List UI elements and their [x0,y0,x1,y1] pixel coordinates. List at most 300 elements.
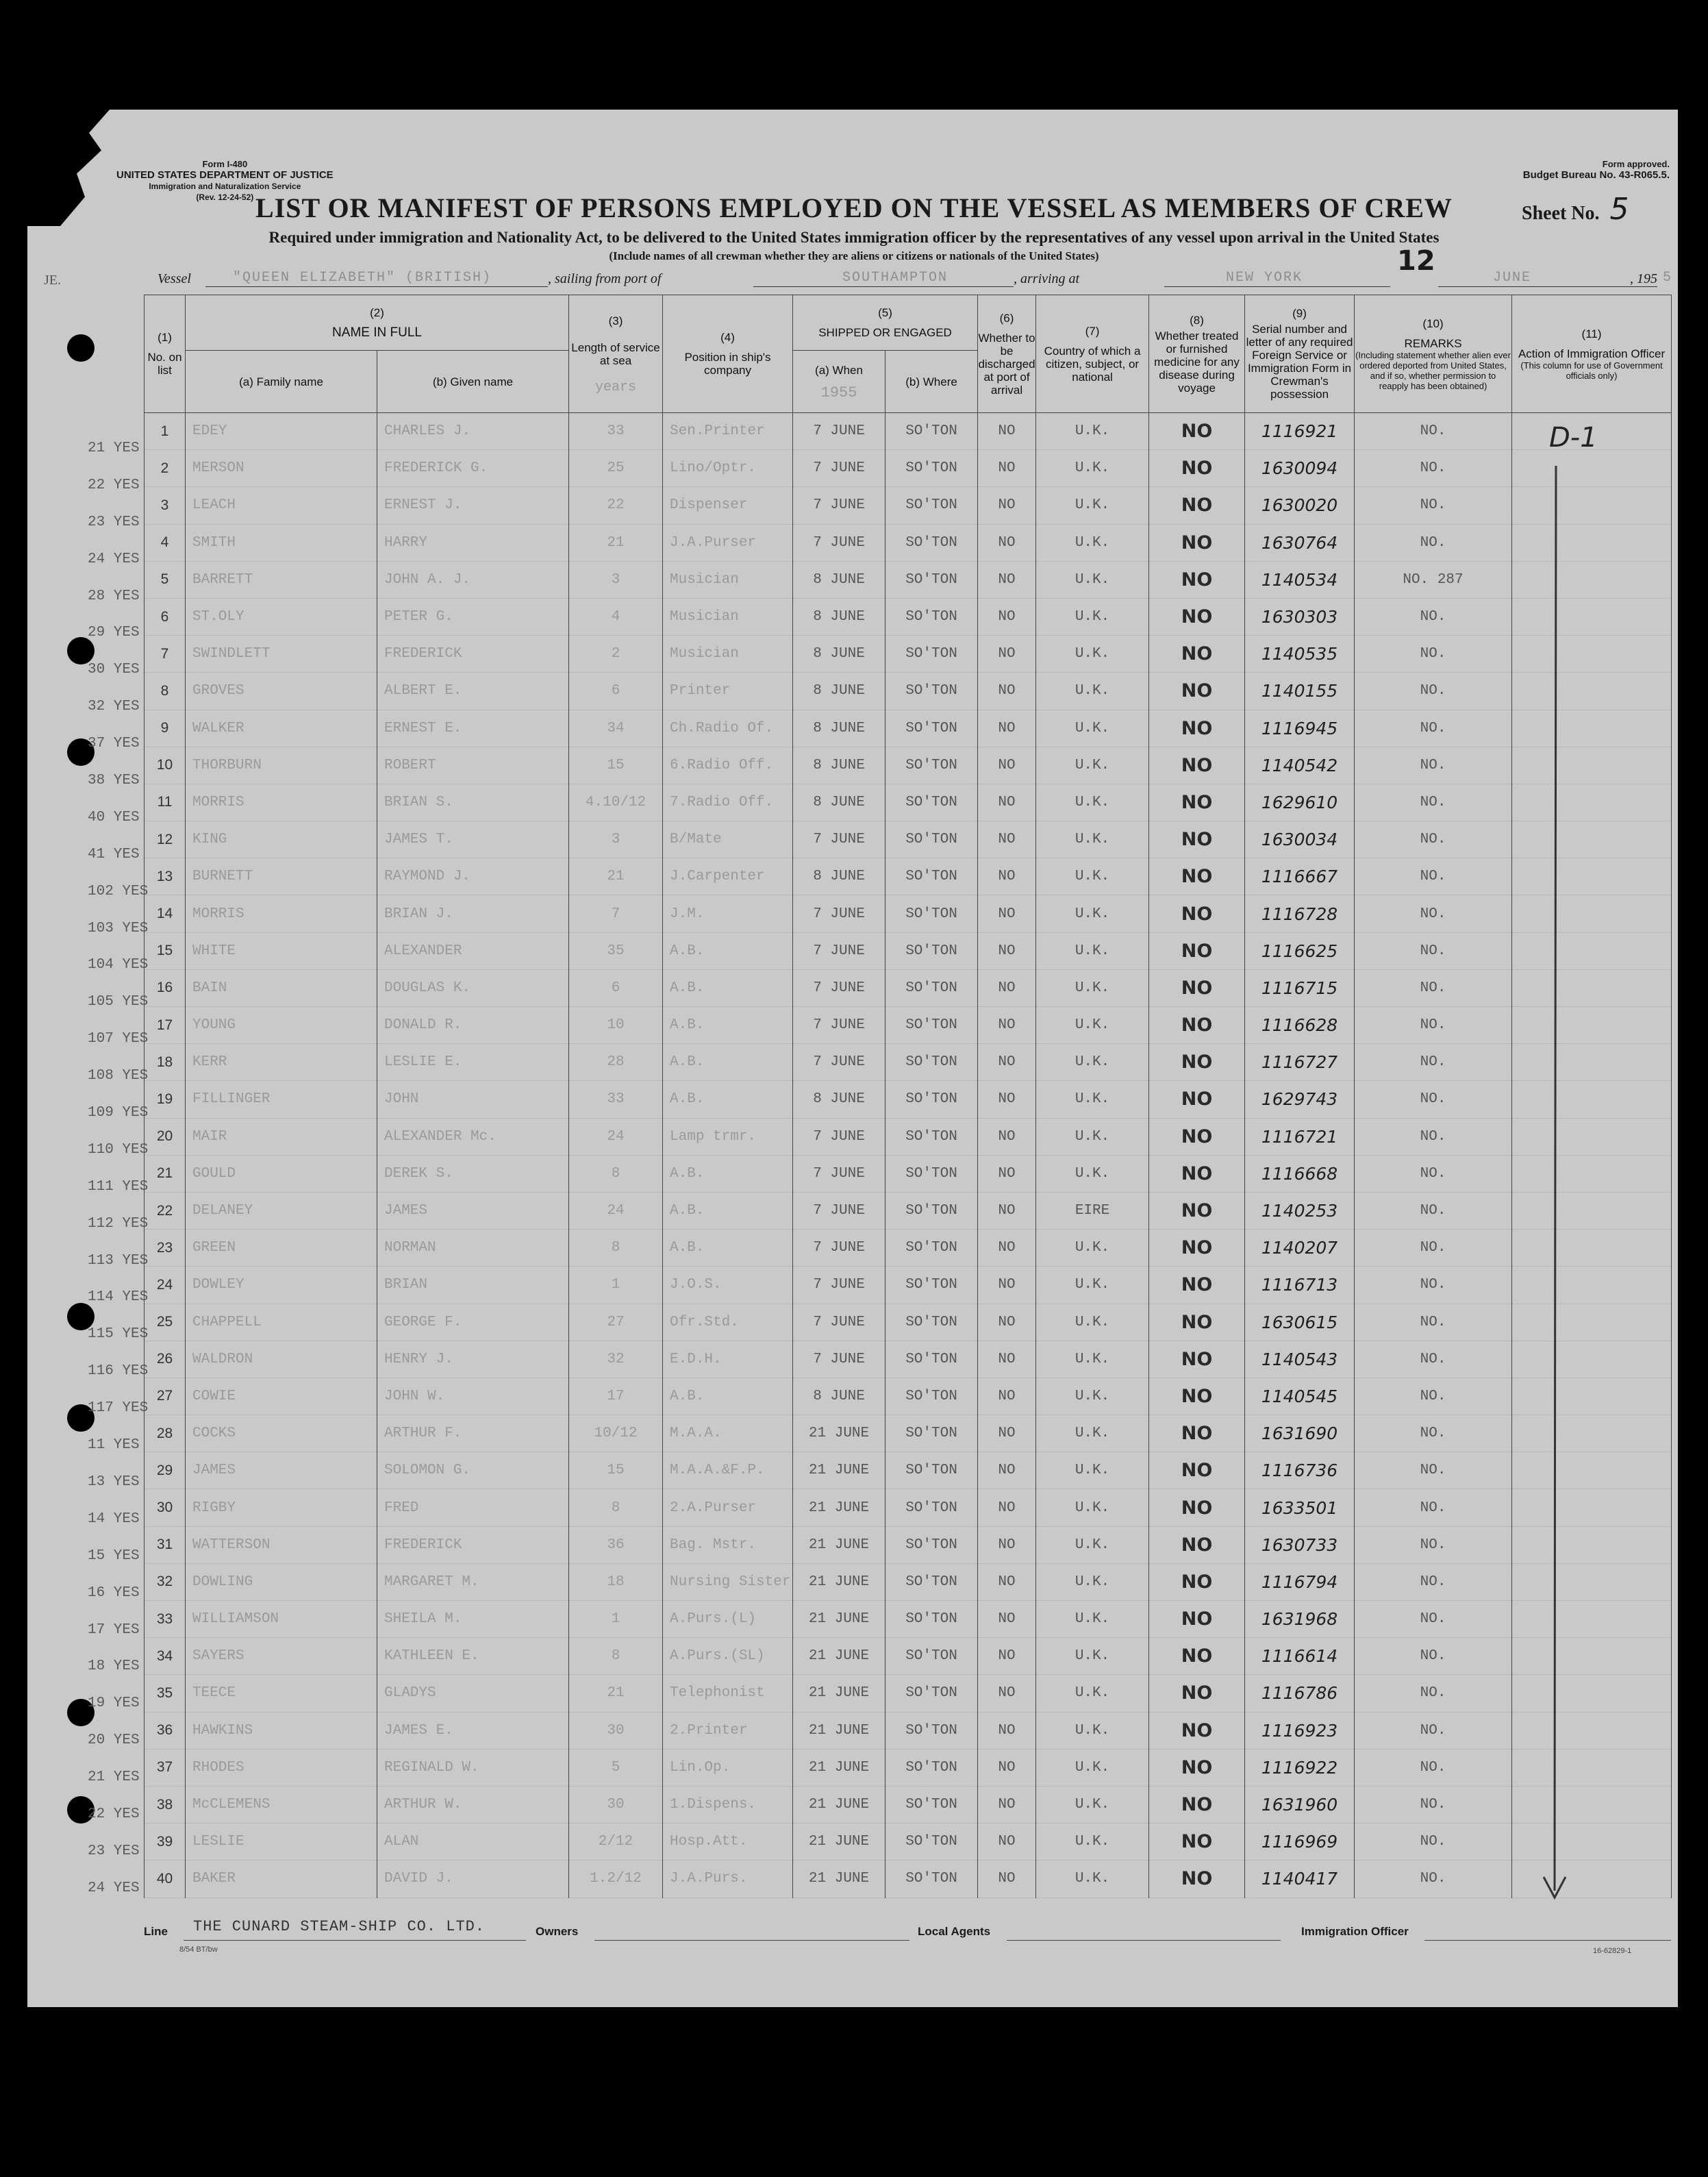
shipped-when: 8 JUNE [793,598,886,635]
margin-entry: 104 YES [88,957,149,973]
shipped-when: 21 JUNE [793,1489,886,1526]
service-length: 1.2/12 [569,1861,663,1898]
row-number: 5 [145,561,186,598]
margin-entry: 109 YES [88,1105,149,1121]
service-length: 2/12 [569,1824,663,1861]
table-row [145,1118,1672,1155]
given-name: ALAN [377,1824,569,1861]
country: U.K. [1036,1081,1149,1118]
table-row [145,747,1672,784]
shipped-where: SO'TON [886,1304,978,1341]
table-row [145,636,1672,673]
row-number: 6 [145,598,186,635]
family-name: LESLIE [186,1824,377,1861]
shipped-where: SO'TON [886,1081,978,1118]
discharge: NO [978,1118,1036,1155]
country: U.K. [1036,450,1149,487]
shipped-when: 7 JUNE [793,1007,886,1044]
shipped-where: SO'TON [886,1601,978,1638]
margin-entry: 38 YES [88,773,140,789]
table-row [145,561,1672,598]
shipped-where: SO'TON [886,524,978,561]
table-row [145,895,1672,932]
footer-owners: Owners [536,1925,579,1938]
family-name: KERR [186,1044,377,1081]
serial-number: 1116713 [1245,1267,1355,1304]
position: A.B. [663,932,793,969]
given-name: DEREK S. [377,1155,569,1192]
remarks: NO. [1355,1712,1512,1749]
medicine: NO [1149,561,1245,598]
shipped-where: SO'TON [886,1415,978,1452]
table-row [145,1824,1672,1861]
shipped-when: 7 JUNE [793,1155,886,1192]
row-number: 8 [145,673,186,710]
service-length: 3 [569,561,663,598]
service-length: 25 [569,450,663,487]
col-header-family: (a) Family name [186,351,377,413]
remarks: NO. [1355,1786,1512,1823]
margin-entry: 115 YES [88,1326,149,1343]
family-name: GROVES [186,673,377,710]
remarks: NO. [1355,1044,1512,1081]
discharge: NO [978,1267,1036,1304]
country: U.K. [1036,1861,1149,1898]
margin-entry: 111 YES [88,1178,149,1195]
serial-number: 1629743 [1245,1081,1355,1118]
given-name: DOUGLAS K. [377,969,569,1006]
service-length: 1 [569,1267,663,1304]
discharge: NO [978,487,1036,524]
position: Hosp.Att. [663,1824,793,1861]
given-name: DONALD R. [377,1007,569,1044]
medicine: NO [1149,1378,1245,1415]
table-row [145,1192,1672,1229]
remarks: NO. [1355,1526,1512,1563]
discharge: NO [978,895,1036,932]
margin-entry: 114 YES [88,1289,149,1306]
table-row [145,710,1672,747]
medicine: NO [1149,1749,1245,1786]
margin-entry: 18 YES [88,1658,140,1675]
given-name: JAMES [377,1192,569,1229]
remarks: NO. [1355,1489,1512,1526]
given-name: FREDERICK G. [377,450,569,487]
medicine: NO [1149,1526,1245,1563]
serial-number: 1630034 [1245,821,1355,858]
remarks: NO. [1355,821,1512,858]
arriving-label: , arriving at [1014,271,1080,286]
country: U.K. [1036,1526,1149,1563]
position: Lin.Op. [663,1749,793,1786]
service-length: 27 [569,1304,663,1341]
given-name: BRIAN J. [377,895,569,932]
margin-entry: 41 YES [88,846,140,862]
serial-number: 1140207 [1245,1230,1355,1267]
table-row [145,1638,1672,1675]
shipped-when: 7 JUNE [793,1304,886,1341]
col-header-no: (1) No. on list [145,295,186,413]
row-number: 23 [145,1230,186,1267]
remarks: NO. [1355,895,1512,932]
discharge: NO [978,413,1036,450]
position: B/Mate [663,821,793,858]
country: U.K. [1036,1415,1149,1452]
family-name: YOUNG [186,1007,377,1044]
table-row [145,1749,1672,1786]
position: A.B. [663,969,793,1006]
given-name: REGINALD W. [377,1749,569,1786]
shipped-when: 8 JUNE [793,1378,886,1415]
discharge: NO [978,1192,1036,1229]
row-number: 28 [145,1415,186,1452]
table-row [145,1712,1672,1749]
serial-number: 1630733 [1245,1526,1355,1563]
serial-number: 1630094 [1245,450,1355,487]
remarks: NO. [1355,413,1512,450]
table-row [145,487,1672,524]
country: U.K. [1036,1563,1149,1600]
serial-number: 1116945 [1245,710,1355,747]
row-number: 19 [145,1081,186,1118]
position: M.A.A. [663,1415,793,1452]
position: 2.Printer [663,1712,793,1749]
row-number: 16 [145,969,186,1006]
family-name: COCKS [186,1415,377,1452]
given-name: GEORGE F. [377,1304,569,1341]
serial-number: 1140545 [1245,1378,1355,1415]
position: J.A.Purs. [663,1861,793,1898]
medicine: NO [1149,1638,1245,1675]
discharge: NO [978,1007,1036,1044]
discharge: NO [978,450,1036,487]
shipped-when: 21 JUNE [793,1786,886,1823]
service-length: 33 [569,413,663,450]
margin-entry: 21 YES [88,1769,140,1786]
family-name: COWIE [186,1378,377,1415]
given-name: ALEXANDER [377,932,569,969]
remarks: NO. [1355,1304,1512,1341]
country: U.K. [1036,1007,1149,1044]
row-number: 2 [145,450,186,487]
margin-entry: 23 YES [88,514,140,530]
family-name: RIGBY [186,1489,377,1526]
row-number: 1 [145,413,186,450]
position: Telephonist [663,1675,793,1712]
medicine: NO [1149,710,1245,747]
country: U.K. [1036,969,1149,1006]
family-name: WHITE [186,932,377,969]
table-row [145,1304,1672,1341]
col-header-given: (b) Given name [377,351,569,413]
approved-label: Form approved. [1602,159,1670,169]
family-name: FILLINGER [186,1081,377,1118]
table-row [145,1675,1672,1712]
family-name: WATTERSON [186,1526,377,1563]
serial-number: 1140543 [1245,1341,1355,1378]
position: Musician [663,636,793,673]
col-header-name: (2) NAME IN FULL [186,295,569,351]
shipped-where: SO'TON [886,1452,978,1489]
remarks: NO. [1355,1638,1512,1675]
medicine: NO [1149,1155,1245,1192]
vessel-label: Vessel [158,271,191,286]
given-name: BRIAN S. [377,784,569,821]
family-name: DOWLEY [186,1267,377,1304]
serial-number: 1140535 [1245,636,1355,673]
service-length: 10/12 [569,1415,663,1452]
shipped-where: SO'TON [886,487,978,524]
discharge: NO [978,1601,1036,1638]
shipped-when: 21 JUNE [793,1712,886,1749]
shipped-when: 7 JUNE [793,932,886,969]
family-name: BURNETT [186,858,377,895]
country: U.K. [1036,1341,1149,1378]
shipped-when: 7 JUNE [793,450,886,487]
shipped-where: SO'TON [886,932,978,969]
serial-number: 1116614 [1245,1638,1355,1675]
family-name: MERSON [186,450,377,487]
given-name: HARRY [377,524,569,561]
remarks: NO. [1355,1861,1512,1898]
medicine: NO [1149,784,1245,821]
shipped-where: SO'TON [886,1155,978,1192]
position: A.B. [663,1007,793,1044]
medicine: NO [1149,969,1245,1006]
shipped-when: 8 JUNE [793,636,886,673]
margin-entry: 23 YES [88,1843,140,1859]
table-row [145,1563,1672,1600]
crew-manifest-table [144,295,1672,1898]
col-header-remarks: (10) REMARKS (Including statement whether alien ever ordered deported from United States, and if so, whether permission to reapply has been obtained) [1355,295,1512,413]
given-name: JOHN W. [377,1378,569,1415]
remarks: NO. [1355,1007,1512,1044]
given-name: GLADYS [377,1675,569,1712]
discharge: NO [978,1044,1036,1081]
family-name: WALKER [186,710,377,747]
discharge: NO [978,1341,1036,1378]
remarks: NO. [1355,450,1512,487]
given-name: ALEXANDER Mc. [377,1118,569,1155]
position: A.B. [663,1155,793,1192]
sheet-label: Sheet No. [1522,203,1600,224]
medicine: NO [1149,413,1245,450]
table-row [145,1526,1672,1563]
row-number: 15 [145,932,186,969]
country: U.K. [1036,673,1149,710]
margin-entry: 22 YES [88,477,140,493]
col-header-country: (7) Country of which a citizen, subject, or national [1036,295,1149,413]
serial-number: 1116786 [1245,1675,1355,1712]
country: U.K. [1036,1601,1149,1638]
action-arrow [1534,459,1575,1911]
shipped-where: SO'TON [886,1824,978,1861]
serial-number: 1116923 [1245,1712,1355,1749]
col-header-where: (b) Where [886,351,978,413]
sheet-number [1522,192,1629,227]
discharge: NO [978,1824,1036,1861]
service-length: 1 [569,1601,663,1638]
table-row [145,524,1672,561]
shipped-when: 21 JUNE [793,1526,886,1563]
row-number: 32 [145,1563,186,1600]
table-row [145,1230,1672,1267]
row-number: 35 [145,1675,186,1712]
shipped-when: 7 JUNE [793,1044,886,1081]
given-name: JAMES E. [377,1712,569,1749]
medicine: NO [1149,1563,1245,1600]
serial-number: 1630020 [1245,487,1355,524]
row-number: 14 [145,895,186,932]
medicine: NO [1149,747,1245,784]
margin-entry: 22 YES [88,1806,140,1822]
position: Dispenser [663,487,793,524]
margin-entry: 20 YES [88,1732,140,1749]
medicine: NO [1149,932,1245,969]
given-name: ERNEST E. [377,710,569,747]
table-row [145,450,1672,487]
family-name: KING [186,821,377,858]
medicine: NO [1149,1230,1245,1267]
discharge: NO [978,1712,1036,1749]
country: U.K. [1036,895,1149,932]
family-name: WALDRON [186,1341,377,1378]
family-name: DELANEY [186,1192,377,1229]
remarks: NO. [1355,784,1512,821]
given-name: ARTHUR F. [377,1415,569,1452]
service-length: 6 [569,969,663,1006]
given-name: HENRY J. [377,1341,569,1378]
row-number: 21 [145,1155,186,1192]
shipped-when: 21 JUNE [793,1675,886,1712]
shipped-when: 21 JUNE [793,1824,886,1861]
discharge: NO [978,1749,1036,1786]
country: U.K. [1036,1267,1149,1304]
row-number: 10 [145,747,186,784]
sailing-port: SOUTHAMPTON [842,270,949,286]
shipped-where: SO'TON [886,1341,978,1378]
discharge: NO [978,1230,1036,1267]
serial-number: 1116728 [1245,895,1355,932]
discharge: NO [978,1415,1036,1452]
discharge: NO [978,1675,1036,1712]
include-note: (Include names of all crewman whether they are aliens or citizens or nationals of the United States) [609,249,1099,262]
country: U.K. [1036,1155,1149,1192]
service-length: 8 [569,1489,663,1526]
medicine: NO [1149,1861,1245,1898]
margin-entry: 40 YES [88,809,140,825]
shipped-when: 8 JUNE [793,561,886,598]
margin-entry: 103 YES [88,920,149,936]
table-row [145,969,1672,1006]
serial-number: 1140542 [1245,747,1355,784]
serial-number: 1116727 [1245,1044,1355,1081]
position: A.B. [663,1230,793,1267]
given-name: KATHLEEN E. [377,1638,569,1675]
medicine: NO [1149,1601,1245,1638]
country: U.K. [1036,858,1149,895]
position: J.M. [663,895,793,932]
remarks: NO. [1355,1230,1512,1267]
shipped-when: 7 JUNE [793,524,886,561]
margin-entry: 21 YES [88,440,140,456]
discharge: NO [978,524,1036,561]
service-length: 21 [569,524,663,561]
family-name: BARRETT [186,561,377,598]
margin-entry: 30 YES [88,662,140,678]
shipped-where: SO'TON [886,747,978,784]
shipped-where: SO'TON [886,1230,978,1267]
discharge: NO [978,1786,1036,1823]
family-name: HAWKINS [186,1712,377,1749]
discharge: NO [978,673,1036,710]
shipped-where: SO'TON [886,821,978,858]
country: U.K. [1036,1230,1149,1267]
country: U.K. [1036,1824,1149,1861]
medicine: NO [1149,1044,1245,1081]
remarks: NO. [1355,524,1512,561]
margin-entry: 113 YES [88,1252,149,1269]
position: Ch.Radio Of. [663,710,793,747]
shipped-when: 7 JUNE [793,969,886,1006]
margin-entry: 19 YES [88,1695,140,1712]
country: U.K. [1036,636,1149,673]
serial-number: 1140155 [1245,673,1355,710]
shipped-where: SO'TON [886,784,978,821]
serial-number: 1630615 [1245,1304,1355,1341]
country: U.K. [1036,784,1149,821]
remarks: NO. [1355,598,1512,635]
medicine: NO [1149,821,1245,858]
medicine: NO [1149,524,1245,561]
remarks: NO. [1355,636,1512,673]
country: U.K. [1036,524,1149,561]
position: Lamp trmr. [663,1118,793,1155]
shipped-when: 21 JUNE [793,1861,886,1898]
form-approval [1523,159,1670,181]
col-header-action: (11) Action of Immigration Officer (This column for use of Government officials only) [1512,295,1672,413]
discharge: NO [978,1378,1036,1415]
shipped-when: 7 JUNE [793,1230,886,1267]
row-number: 37 [145,1749,186,1786]
table-row [145,1081,1672,1118]
medicine: NO [1149,1118,1245,1155]
serial-number: 1630764 [1245,524,1355,561]
given-name: FRED [377,1489,569,1526]
service-length: 4.10/12 [569,784,663,821]
serial-number: 1631690 [1245,1415,1355,1452]
shipped-when: 7 JUNE [793,1118,886,1155]
medicine: NO [1149,1341,1245,1378]
table-row [145,1452,1672,1489]
discharge: NO [978,1563,1036,1600]
service-length: 3 [569,821,663,858]
family-name: GREEN [186,1230,377,1267]
service-length: 6 [569,673,663,710]
shipped-where: SO'TON [886,1044,978,1081]
row-number: 12 [145,821,186,858]
margin-entry: 108 YES [88,1068,149,1084]
position: A.Purs.(L) [663,1601,793,1638]
margin-entry: 16 YES [88,1584,140,1601]
service-length: 5 [569,1749,663,1786]
shipped-when: 21 JUNE [793,1638,886,1675]
country: U.K. [1036,1118,1149,1155]
position: Musician [663,561,793,598]
service-length: 18 [569,1563,663,1600]
discharge: NO [978,598,1036,635]
given-name: ROBERT [377,747,569,784]
